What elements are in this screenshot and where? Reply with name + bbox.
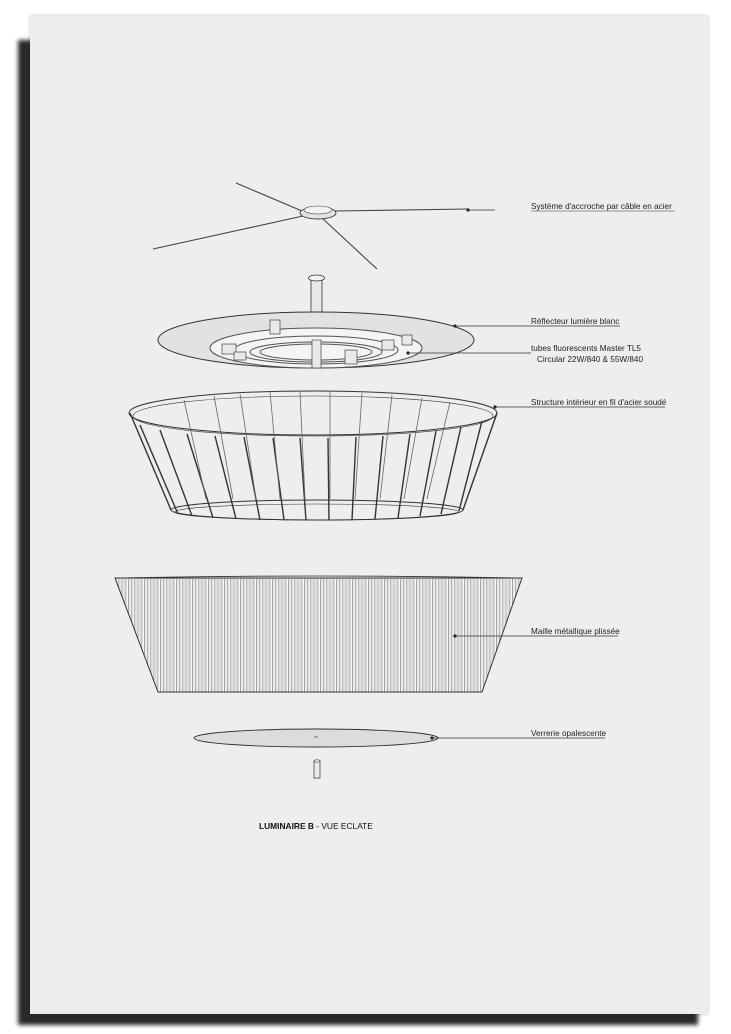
suspension-hub <box>300 206 336 219</box>
label-suspension: Système d'accroche par câble en acier <box>531 202 672 211</box>
label-reflector: Réflecteur lumière blanc <box>531 317 620 326</box>
steel-wire-frame <box>129 391 497 520</box>
suspension-cables <box>153 183 468 269</box>
label-tubes-line2: Circular 22W/840 & 55W/840 <box>537 355 644 364</box>
label-tubes-line1: tubes fluorescents Master TL5 <box>531 344 641 353</box>
pleated-metal-mesh-shade <box>110 570 530 700</box>
label-mesh: Maille métallique plissée <box>531 627 620 636</box>
finial-screw <box>314 760 320 778</box>
caption <box>259 821 373 831</box>
label-frame: Structure intérieur en fil d'acier soudé <box>531 398 667 407</box>
caption-bold: LUMINAIRE B <box>259 821 314 831</box>
opalescent-glass-disc <box>194 729 438 747</box>
caption-rest: - VUE ECLATE <box>313 821 373 831</box>
label-diffuser: Verrerie opalescente <box>531 729 607 738</box>
